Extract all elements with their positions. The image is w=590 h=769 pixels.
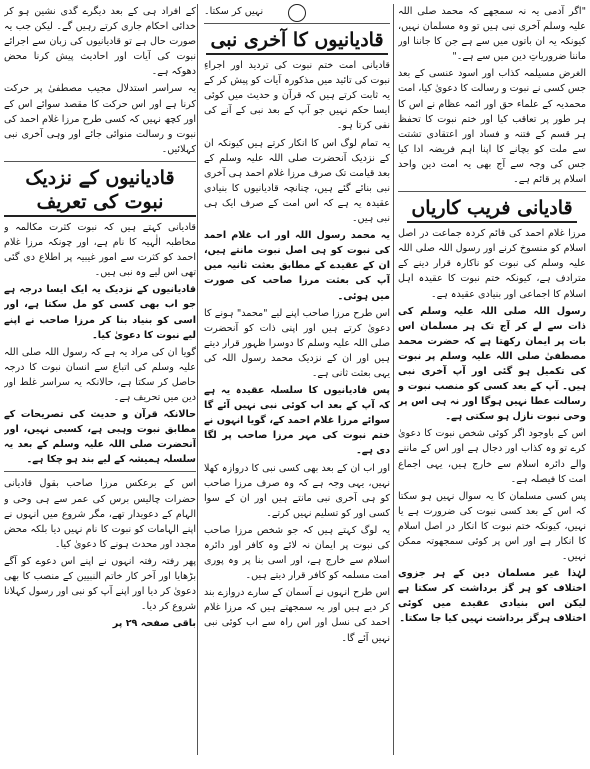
body-paragraph: رسول اللہ صلی اللہ علیہ وسلم کی ذات سے لے کر آج تک ہر مسلمان اس بات پر ایمان رکھتا ہے کہ حضرت محمد مصطفیٰ صلی اللہ علیہ وسلم پر نبوت کی تکمیل ہو گئی اور آپ آخری نبی ہیں۔ آپ کے بعد کسی کو منصب نبوت و رسالت عطا نہیں ہوگا اور نہ ہی اس پر وحی نبوت نازل ہو سکتی ہے۔ <box>398 305 586 423</box>
body-paragraph: پھر رفتہ رفتہ انہوں نے اپنے اس دعوے کو آگے بڑھایا اور آخر کار خاتم النبیین کے منصب کا بھی دعویٰ کر دیا اور اپنے آپ کو نبی اور رسول کہلانا شروع کر دیا۔ <box>4 555 196 613</box>
body-paragraph: گویا ان کی مراد یہ ہے کہ رسول اللہ صلی اللہ علیہ وسلم کی اتباع سے انسان نبوت کا درجہ حاصل کر سکتا ہے، حالانکہ یہ سراسر غلط اور دین میں تحریف ہے۔ <box>4 346 196 403</box>
body-paragraph: اور اب ان کے بعد بھی کسی نبی کا دروازہ کھلا نہیں، یہی وجہ ہے کہ وہ صرف مرزا صاحب کو ہی آخری نبی مانتے ہیں اور ان کے سوا کسی اور کو تسلیم نہیں کرتے۔ <box>204 462 390 519</box>
column-rule <box>197 4 198 755</box>
body-paragraph: کے افراد ہی کے بعد دیگرے گدی نشین ہو کر خدائی احکام جاری کرتے رہیں گے۔ لیکن جب یہ صورت حال ہے تو قادیانیوں کی زبان سے اجرائے نبوت کی آیات اور احادیث پیش کرنا محض دھوکہ ہے۔ <box>4 6 196 78</box>
divider <box>398 191 586 192</box>
section-heading: قادیانی فریب کاریاں <box>398 196 586 223</box>
section-heading: قادیانیوں کے نزدیک نبوت کی تعریف <box>4 166 196 217</box>
divider <box>4 471 196 472</box>
continued-on-label: باقی صفحہ ۲۹ پر <box>112 618 196 630</box>
body-paragraph: قادیانی امت ختم نبوت کی تردید اور اجراءِ نبوت کی تائید میں مذکورہ آیات کو پیش کر کے یہ ثابت کرتے ہیں کہ قرآن و حدیث میں کوئی ایسا حکم نہیں جو آپ کے بعد نبی کے آنے کی نفی کرتا ہو۔ <box>204 60 390 132</box>
body-paragraph: اس کے باوجود اگر کوئی شخص نبوت کا دعویٰ کرے تو وہ کذاب اور دجال ہے اور اس کے ماننے والے دائرہ اسلام سے خارج ہیں، یہی اجماع امت کا فیصلہ ہے۔ <box>398 428 586 485</box>
body-paragraph: قادیانیوں کے نزدیک یہ ایک ایسا درجہ ہے جو اب بھی کسی کو مل سکتا ہے، اور اسی کو بنیاد بنا کر مرزا صاحب نے اپنے لیے نبوت کا دعویٰ کیا۔ <box>4 284 196 341</box>
divider <box>4 161 196 162</box>
continued-text: نہیں کر سکتا۔ <box>204 6 264 17</box>
body-paragraph: لہٰذا غیر مسلمان دین کے ہر جزوی اختلاف کو ہر گز برداشت کر سکتا ہے لیکن اس بنیادی عقیدے میں کوئی اختلاف ہرگز برداشت نہیں کیا جا سکتا۔ <box>398 568 586 625</box>
body-paragraph: پس کسی مسلمان کا یہ سوال نہیں ہو سکتا کہ اس کے بعد کسی نبوت کی ضرورت ہے یا نہیں، کیونکہ ختم نبوت کا انکار در اصل اسلام کا انکار ہے اور اس پر کوئی سمجھوتہ ممکن نہیں۔ <box>398 490 586 563</box>
middle-column <box>204 4 390 755</box>
body-paragraph: اس طرح انہوں نے آسمان کے سارے دروازے بند کر دیے ہیں اور یہ سمجھتے ہیں کہ مرزا غلام احمد کی نسل اور اس راہ سے اب کوئی نبی نہیں آئے گا۔ <box>204 587 390 644</box>
body-paragraph: الغرض مسیلمہ کذاب اور اسود عنسی کے بعد جس کسی نے نبوت و رسالت کا دعویٰ کیا، امت محمدیہ کے علماء حق اور ائمہ عظام نے اس کا ہر طور پر تعاقب کیا اور ختم نبوت کا تحفظ ہر قسم کے فتنہ و فساد اور اعتقادی تشتت سے ملت کو بچانے کا اپنا اہم فریضہ ادا کیا جس کی وجہ سے آج بھی یہ امت دین واحد اسلام پر قائم ہے۔ <box>398 68 586 186</box>
divider <box>204 23 390 24</box>
left-column <box>4 4 196 755</box>
body-paragraph: مرزا غلام احمد کی قائم کردہ جماعت در اصل اسلام کو منسوخ کرنے اور رسول اللہ صلی اللہ علیہ وسلم کی نبوت کو ناکارہ قرار دینے کے مترادف ہے، کیونکہ ختم نبوت کا عقیدہ اہل اسلام کا اجماعی اور بنیادی عقیدہ ہے۔ <box>398 228 586 300</box>
body-paragraph: قادیانی کہتے ہیں کہ نبوت کثرت مکالمہ و مخاطبہ الٰہیہ کا نام ہے، اور چونکہ مرزا غلام احمد کو کثرت سے امور غیبیہ پر اطلاع دی گئی تھی اس لیے وہ نبی ہیں۔ <box>4 221 196 279</box>
body-paragraph: اس کے برعکس مرزا صاحب بقول قادیانی حضرات چالیس برس کی عمر سے ہی وحی و الہام کے دعویدار تھے، مگر شروع میں انہوں نے اپنے الہامات کو نبوت کا نام نہیں دیا بلکہ محض مجدد اور محدث ہونے کا دعویٰ کیا۔ <box>4 478 196 550</box>
body-paragraph: یہ لوگ کہتے ہیں کہ جو شخص مرزا صاحب کی نبوت پر ایمان نہ لائے وہ کافر اور دائرہ اسلام سے خارج ہے، اور اسی بنا پر وہ پوری امت مسلمہ کو کافر قرار دیتے ہیں۔ <box>204 524 390 582</box>
body-paragraph: پس قادیانیوں کا سلسلہ عقیدہ یہ ہے کہ آپ کے بعد اب کوئی نبی نہیں آئے گا سوائے مرزا غلام احمد کے، گویا انہوں نے ختم نبوت کی مہر مرزا صاحب پر لگا دی ہے۔ <box>204 385 390 457</box>
section-heading: قادیانیوں کا آخری نبی <box>204 28 390 55</box>
right-column <box>398 4 586 755</box>
body-paragraph: اس طرح مرزا صاحب اپنے لیے "محمد" ہونے کا دعویٰ کرتے ہیں اور اپنی ذات کو آنحضرت صلی اللہ علیہ وسلم کا دوسرا ظہور قرار دیتے ہیں اور ان کے نزدیک محمد رسول اللہ کی یہی بعثت ثانی ہے۔ <box>204 307 390 379</box>
body-paragraph: حالانکہ قرآن و حدیث کی تصریحات کے مطابق نبوت وہبی ہے، کسبی نہیں، اور آنحضرت صلی اللہ علیہ وسلم کے بعد یہ سلسلہ ہمیشہ کے لیے بند ہو چکا ہے۔ <box>4 409 196 466</box>
body-paragraph: یہ تمام لوگ اس کا انکار کرتے ہیں کیونکہ ان کے نزدیک آنحضرت صلی اللہ علیہ وسلم کے بعد قیامت تک صرف مرزا غلام احمد ہی آخری نبی بنائے گئے ہیں، چنانچہ قادیانیوں کا بنیادی عقیدہ یہ ہے کہ اس امت کے صرف ایک ہی نبی ہیں۔ <box>204 137 390 225</box>
quote-paragraph: "اگر آدمی یہ نہ سمجھے کہ محمد صلی اللہ علیہ وسلم آخری نبی ہیں تو وہ مسلمان نہیں، کیونکہ یہ ان باتوں میں سے ہے جن کا جاننا اور ماننا ضروریاتِ دین میں سے ہے۔" <box>398 6 586 63</box>
column-rule <box>393 4 394 755</box>
body-paragraph: یہ سراسر استدلال مجیب مصطفیٰ پر حرکت کرنا ہے اور اس حرکت کا مقصد سوائے اس کے اور کچھ نہیں کہ کسی طرح مرزا غلام احمد کی نبوت و رسالت منوائی جائے اور وہی آخری نبی کہلائیں۔ <box>4 83 196 155</box>
body-paragraph: یہ محمد رسول اللہ اور اب غلام احمد کی نبوت کو ہی اصل نبوت مانتے ہیں، ان کے عقیدے کے مطابق بعثت ثانیہ میں آپ کی بعثت مرزا صاحب کی صورت میں ہوئی۔ <box>204 230 390 302</box>
